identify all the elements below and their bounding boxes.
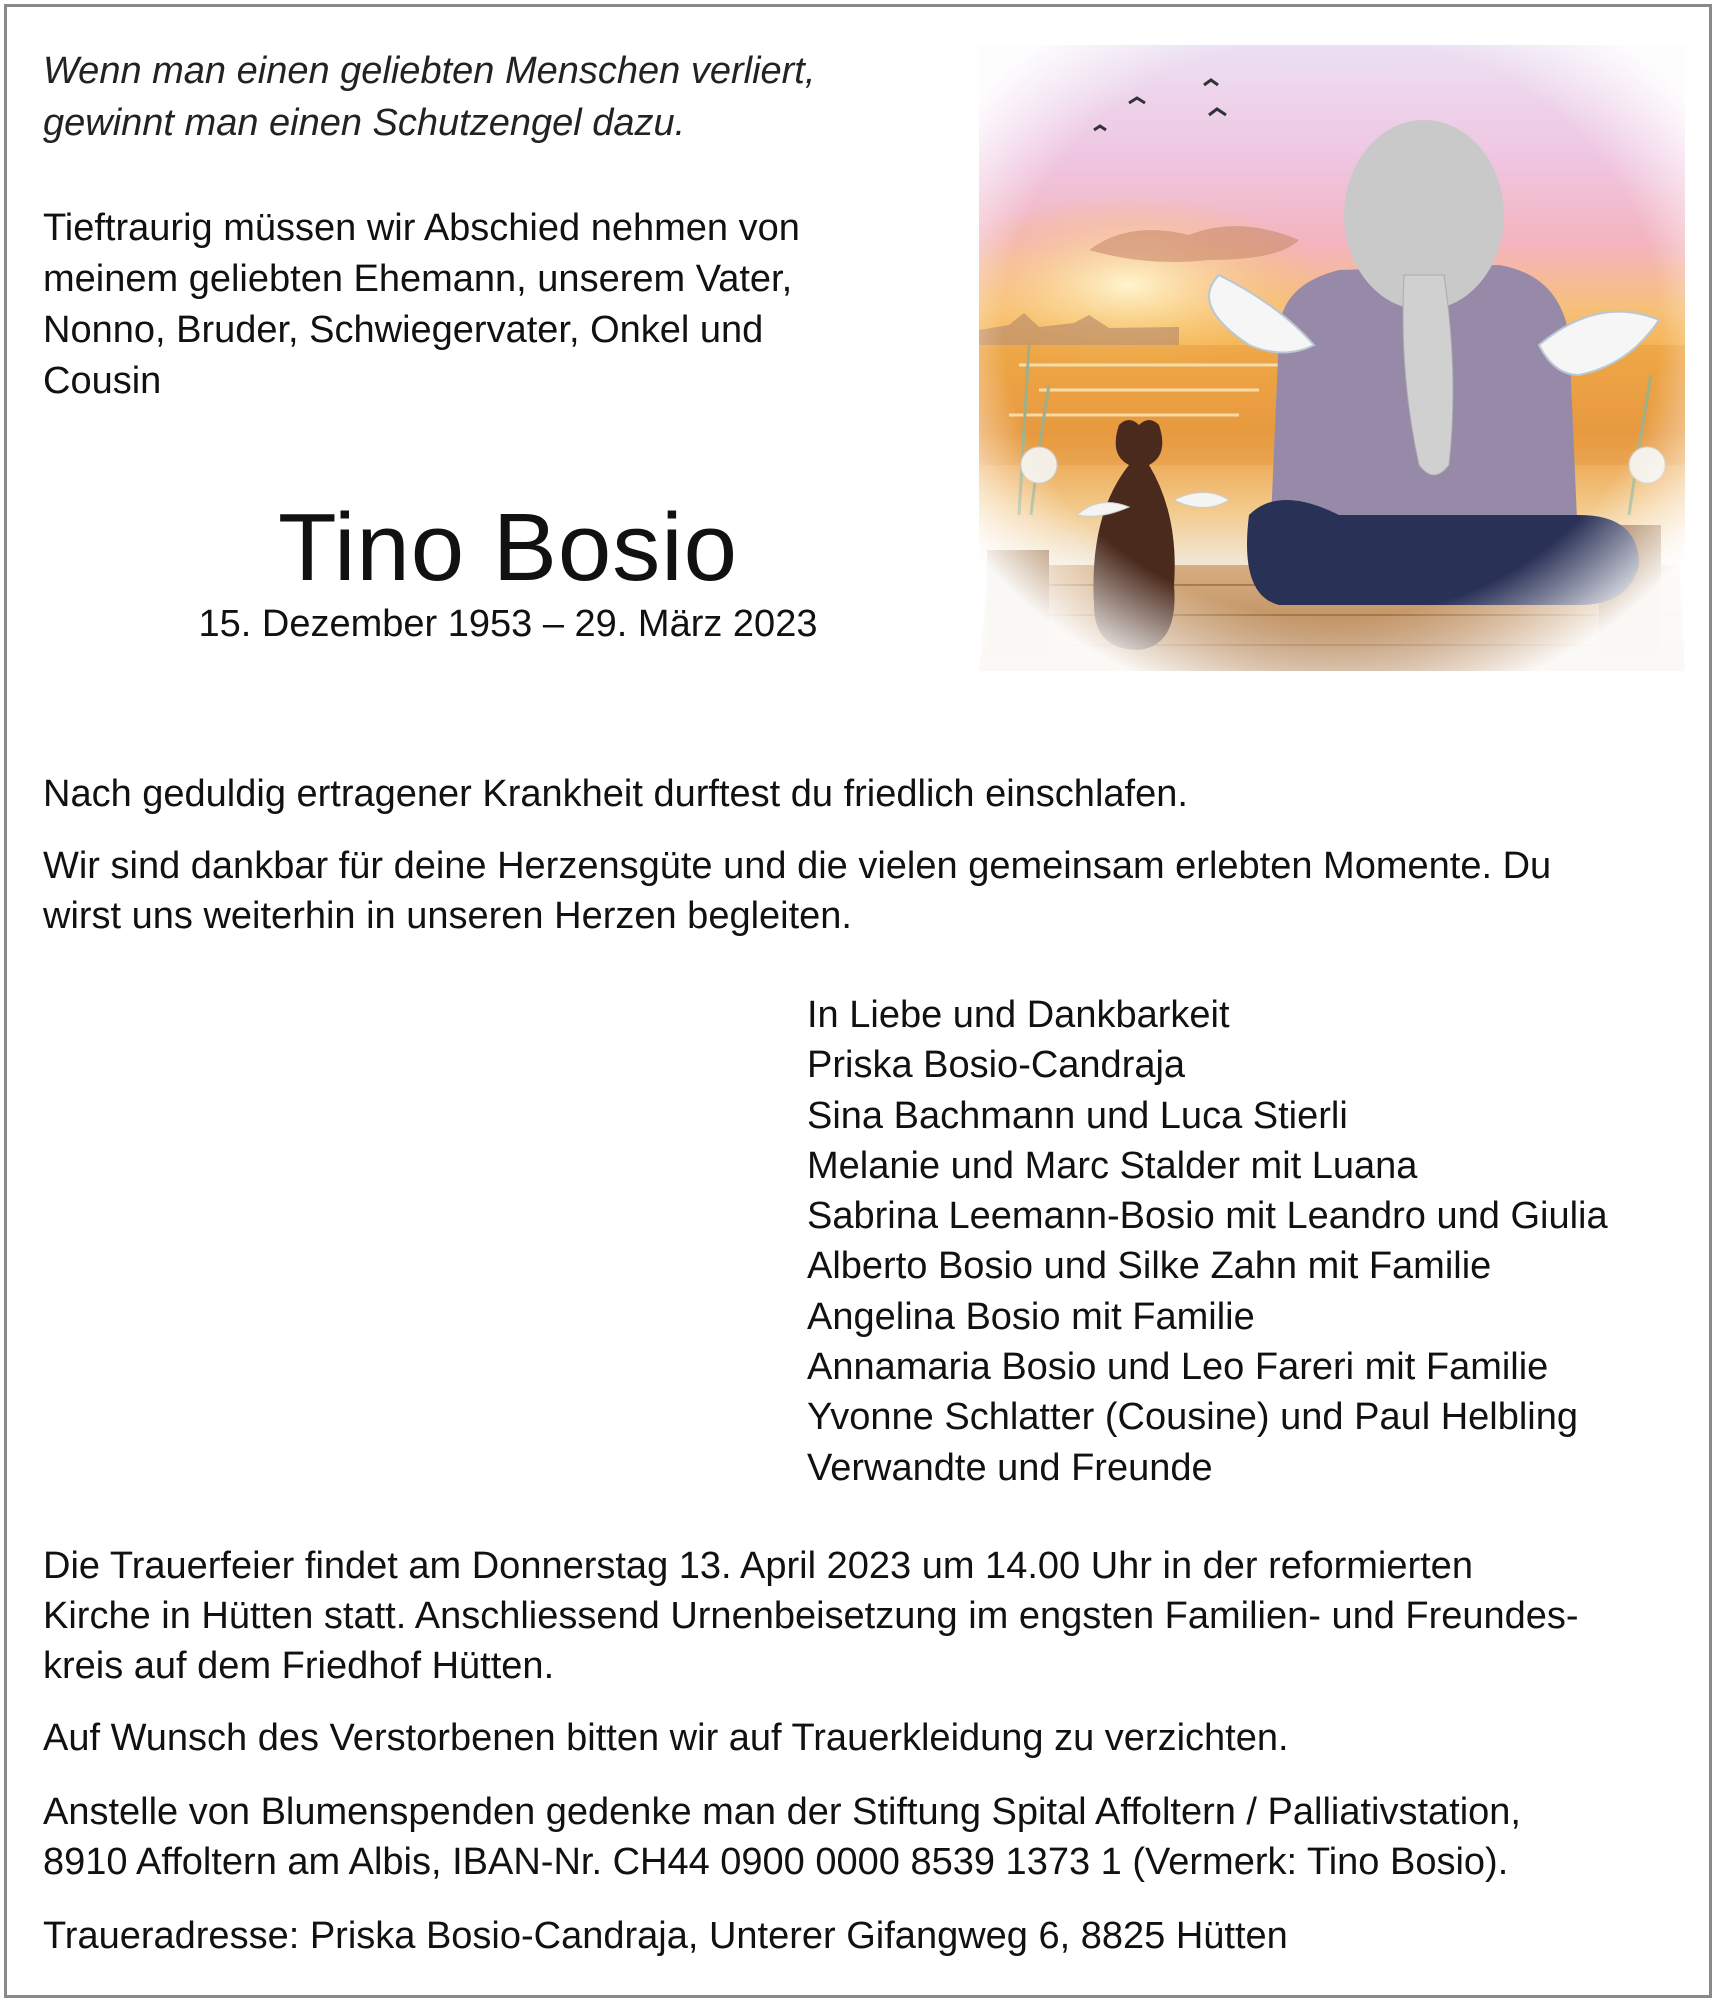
ceremony-line-1: Die Trauerfeier findet am Donnerstag 13. April 2023 um 14.00 Uhr in der reformierten [43,1545,1473,1587]
donation-paragraph [43,1787,1683,1887]
dress-code-paragraph: Auf Wunsch des Verstorbenen bitten wir auf Trauerkleidung zu verzichten. [43,1717,1289,1759]
obituary-notice [4,4,1712,1998]
mourner-line: Verwandte und Freunde [807,1446,1213,1489]
mourners-list [807,990,1687,1493]
gratitude-line-2: wirst uns weiterhin in unseren Herzen begleiten. [43,895,852,937]
quote-line-1: Wenn man einen geliebten Menschen verliert, [43,50,816,92]
mourner-line: Yvonne Schlatter (Cousine) und Paul Helbling [807,1396,1579,1439]
mourning-address: Traueradresse: Priska Bosio-Candraja, Unterer Gifangweg 6, 8825 Hütten [43,1915,1288,1957]
mourner-line: Sabrina Leemann-Bosio mit Leandro und Giulia [807,1195,1608,1238]
mourner-line: Annamaria Bosio und Leo Fareri mit Familie [807,1346,1549,1389]
mourner-line: Alberto Bosio und Silke Zahn mit Familie [807,1245,1492,1288]
vignette [979,45,1685,671]
intro-line-2: meinem geliebten Ehemann, unserem Vater, [43,258,793,300]
quote-line-2: gewinnt man einen Schutzengel dazu. [43,102,686,144]
intro-line-4: Cousin [43,360,162,402]
ceremony-line-2: Kirche in Hütten statt. Anschliessend Urnenbeisetzung im engsten Familien- und Freundes- [43,1595,1579,1637]
deceased-name: Tino Bosio [278,494,738,601]
mourner-line: In Liebe und Dankbarkeit [807,994,1230,1036]
ceremony-line-3: kreis auf dem Friedhof Hütten. [43,1645,555,1687]
illness-paragraph: Nach geduldig ertragener Krankheit durftest du friedlich einschlafen. [43,773,1188,815]
donation-line-1: Anstelle von Blumenspenden gedenke man der Stiftung Spital Affoltern / Palliativstation, [43,1791,1521,1833]
mourner-line: Priska Bosio-Candraja [807,1044,1186,1087]
gratitude-paragraph [43,841,1683,941]
ceremony-paragraph [43,1541,1683,1691]
illustration-svg [979,45,1685,671]
donation-line-2: 8910 Affoltern am Albis, IBAN-Nr. CH44 0900 0000 8539 1373 1 (Vermerk: Tino Bosio). [43,1841,1509,1883]
memorial-quote [43,45,943,149]
mourner-line: Angelina Bosio mit Familie [807,1295,1255,1338]
mourner-line: Sina Bachmann und Luca Stierli [807,1094,1348,1137]
life-dates: 15. Dezember 1953 – 29. März 2023 [198,603,818,645]
angel-person-and-cat-on-dock-illustration [979,45,1685,671]
announcement-intro [43,203,943,407]
mourner-line: Melanie und Marc Stalder mit Luana [807,1144,1418,1187]
gratitude-line-1: Wir sind dankbar für deine Herzensgüte und die vielen gemeinsam erlebten Momente. Du [43,845,1552,887]
intro-line-1: Tieftraurig müssen wir Abschied nehmen von [43,207,800,249]
intro-line-3: Nonno, Bruder, Schwiegervater, Onkel und [43,309,764,351]
